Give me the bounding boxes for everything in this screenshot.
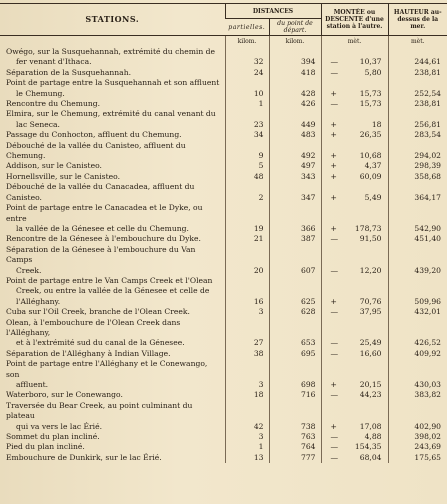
- station-name: [0, 432, 225, 442]
- distance-partielle: 3: [225, 307, 269, 317]
- distance-depart: 492: [269, 141, 321, 162]
- station-line: Owégo, sur la Susquehannah, extrémité du chemin de: [6, 47, 215, 56]
- stations-header: STATIONS.: [0, 4, 225, 36]
- station-line: Cuba sur l'Oil Creek, branche de l'Olean Creek.: [6, 307, 190, 317]
- sign: +: [330, 192, 337, 202]
- station-line: Waterboro, sur le Conewango.: [6, 390, 123, 400]
- montee-value: 26,35: [359, 130, 382, 140]
- hauteur-value: 283,54: [388, 130, 447, 140]
- distance-partielle: 24: [225, 68, 269, 78]
- distance-partielle: 3: [225, 359, 269, 390]
- distance-depart: 607: [269, 245, 321, 276]
- montee-value: 25,49: [359, 338, 382, 348]
- station-line: Hornellsville, sur le Canisteo.: [6, 171, 120, 181]
- table-row: [0, 161, 447, 171]
- station-name: [0, 276, 225, 307]
- montee-value: 10,68: [359, 151, 382, 161]
- hauteur-value: 398,02: [388, 432, 447, 442]
- table-row: [0, 78, 447, 99]
- hauteur-value: 430,03: [388, 359, 447, 390]
- station-name: [0, 390, 225, 400]
- table-row: [0, 109, 447, 130]
- distance-partielle: 3: [225, 432, 269, 442]
- distance-partielle: 19: [225, 203, 269, 234]
- montee-value: 15,73: [359, 99, 382, 109]
- distance-partielle: 13: [225, 453, 269, 463]
- station-name: [0, 245, 225, 276]
- table-row: [0, 141, 447, 162]
- distance-partielle: 5: [225, 161, 269, 171]
- station-line: Point de partage entre l'Alléghany et le Conewango, son: [6, 359, 208, 379]
- station-line: et à l'extrémité sud du canal de la Génesee.: [16, 338, 185, 348]
- hauteur-value: 542,90: [388, 203, 447, 234]
- station-name: [0, 349, 225, 359]
- station-name: [0, 442, 225, 452]
- hauteur-value: 358,68: [388, 172, 447, 182]
- sign: —: [330, 265, 339, 275]
- montee-descente: [321, 99, 388, 109]
- sign: +: [330, 223, 337, 233]
- hauteur-value: 432,01: [388, 307, 447, 317]
- station-line: Traversée du Bear Creek, au point culminant du plateau: [6, 400, 193, 421]
- hauteur-value: 294,02: [388, 141, 447, 162]
- distance-depart: 394: [269, 47, 321, 68]
- distance-depart: 628: [269, 307, 321, 317]
- hauteur-value: 256,81: [388, 109, 447, 130]
- distance-depart: 418: [269, 68, 321, 78]
- table-row: [0, 390, 447, 400]
- montee-value: 15,73: [359, 88, 382, 98]
- montee-descente: [321, 442, 388, 452]
- table-row: [0, 99, 447, 109]
- distance-partielle: 2: [225, 182, 269, 203]
- station-line: Embouchure de Dunkirk, sur le lac Érié.: [6, 452, 162, 462]
- table-row: [0, 432, 447, 442]
- station-line: Olean, à l'embouchure de l'Olean Creek dans l'Alléghany,: [6, 317, 181, 337]
- table-row: [0, 401, 447, 432]
- distance-partielle: 23: [225, 109, 269, 130]
- montee-value: 70,76: [359, 296, 382, 306]
- hauteur-value: 243,69: [388, 442, 447, 452]
- hauteur-value: 238,81: [388, 68, 447, 78]
- station-name: [0, 453, 225, 463]
- station-line: lac Seneca.: [16, 119, 60, 129]
- station-name: [0, 78, 225, 99]
- distance-depart: 777: [269, 453, 321, 463]
- table-header: [0, 4, 447, 36]
- montee-descente: [321, 68, 388, 78]
- station-line: Rencontre de la Génesee à l'embouchure du Dyke.: [6, 234, 201, 244]
- distance-partielle: 10: [225, 78, 269, 99]
- distance-depart: 716: [269, 390, 321, 400]
- montee-descente: [321, 203, 388, 234]
- hauteur-value: 238,81: [388, 99, 447, 109]
- montee-value: 12,20: [359, 265, 382, 275]
- sign: —: [330, 307, 339, 317]
- distance-partielle: 38: [225, 349, 269, 359]
- station-line: qui va vers le lac Érié.: [16, 421, 103, 431]
- station-line: Séparation de la Susquehannah.: [6, 67, 132, 77]
- station-name: [0, 318, 225, 349]
- montee-value: 16,60: [359, 348, 382, 358]
- montee-value: 91,50: [359, 234, 382, 244]
- montee-descente: [321, 401, 388, 432]
- station-line: le Chemung.: [16, 88, 65, 98]
- sign: +: [330, 88, 337, 98]
- units-stations: [0, 36, 225, 48]
- sign: +: [330, 119, 337, 129]
- station-line: Passage du Conhocton, affluent du Chemung.: [6, 130, 182, 140]
- station-name: [0, 109, 225, 130]
- distance-depart: 764: [269, 442, 321, 452]
- hauteur-value: 509,96: [388, 276, 447, 307]
- sign: —: [330, 432, 339, 442]
- stations-table: [0, 3, 447, 463]
- station-name: [0, 172, 225, 182]
- montee-descente: [321, 109, 388, 130]
- unit-partielles: kilom.: [225, 36, 269, 48]
- station-name: [0, 99, 225, 109]
- sign: —: [330, 442, 339, 452]
- distance-depart: 343: [269, 172, 321, 182]
- station-line: Creek, ou entre la vallée de la Génesee et celle de: [16, 286, 210, 296]
- station-line: Débouché de la vallée du Canisteo, affluent du Chemung.: [6, 140, 186, 161]
- montee-descente: [321, 453, 388, 463]
- table-row: [0, 453, 447, 463]
- distance-partielle: 42: [225, 401, 269, 432]
- partielles-header: partielles.: [225, 19, 269, 36]
- table-row: [0, 245, 447, 276]
- montee-descente: [321, 47, 388, 68]
- table-body: [0, 36, 447, 464]
- table-row: [0, 68, 447, 78]
- station-name: [0, 182, 225, 203]
- sign: —: [330, 390, 339, 400]
- montee-value: 68,04: [359, 452, 382, 462]
- sign: —: [330, 452, 339, 462]
- station-line: Point de partage entre la Susquehannah et son affluent: [6, 78, 220, 88]
- distance-partielle: 20: [225, 245, 269, 276]
- station-name: [0, 130, 225, 140]
- montee-value: 18: [371, 119, 382, 129]
- station-line: Creek.: [16, 265, 42, 275]
- montee-descente: [321, 432, 388, 442]
- sign: —: [330, 67, 339, 77]
- montee-descente: [321, 359, 388, 390]
- table-row: [0, 182, 447, 203]
- station-line: Rencontre du Chemung.: [6, 99, 101, 109]
- station-name: [0, 68, 225, 78]
- sign: +: [330, 421, 337, 431]
- distance-partielle: 21: [225, 234, 269, 244]
- montee-value: 154,35: [354, 442, 382, 452]
- hauteur-value: 451,40: [388, 234, 447, 244]
- montee-descente: [321, 307, 388, 317]
- distance-partielle: 18: [225, 390, 269, 400]
- hauteur-value: 298,39: [388, 161, 447, 171]
- distance-depart: 387: [269, 234, 321, 244]
- distance-depart: 483: [269, 130, 321, 140]
- table-row: [0, 234, 447, 244]
- station-line: Point de partage entre le Canacadea et le Dyke, ou entre: [6, 203, 203, 223]
- station-name: [0, 234, 225, 244]
- sign: +: [330, 130, 337, 140]
- distance-partielle: 48: [225, 172, 269, 182]
- unit-hauteur: mèt.: [388, 36, 447, 48]
- distance-partielle: 32: [225, 47, 269, 68]
- station-line: Séparation de la Génesee à l'embouchure du Van Camps: [6, 244, 196, 265]
- distance-depart: 763: [269, 432, 321, 442]
- hauteur-value: 364,17: [388, 182, 447, 203]
- distance-depart: 426: [269, 99, 321, 109]
- distance-depart: 366: [269, 203, 321, 234]
- montee-value: 4,88: [364, 432, 382, 442]
- station-name: [0, 203, 225, 234]
- montee-descente: [321, 182, 388, 203]
- hauteur-value: 244,61: [388, 47, 447, 68]
- sign: +: [330, 296, 337, 306]
- distance-partielle: 1: [225, 442, 269, 452]
- station-name: [0, 401, 225, 432]
- distance-depart: 738: [269, 401, 321, 432]
- table-row: [0, 359, 447, 390]
- montee-descente: [321, 172, 388, 182]
- sign: —: [330, 234, 339, 244]
- table-row: [0, 276, 447, 307]
- sign: +: [330, 171, 337, 181]
- montee-descente: [321, 161, 388, 171]
- distance-depart: 695: [269, 349, 321, 359]
- distance-depart: 653: [269, 318, 321, 349]
- sign: —: [330, 338, 339, 348]
- distance-depart: 347: [269, 182, 321, 203]
- distance-partielle: 1: [225, 99, 269, 109]
- hauteur-value: 426,52: [388, 318, 447, 349]
- montee-value: 10,37: [359, 57, 382, 67]
- hauteur-value: 409,92: [388, 349, 447, 359]
- table-row: [0, 172, 447, 182]
- montee-value: 4,37: [364, 161, 382, 171]
- station-name: [0, 47, 225, 68]
- montee-descente: [321, 245, 388, 276]
- table-row: [0, 442, 447, 452]
- distance-depart: 449: [269, 109, 321, 130]
- hauteur-header: HAUTEUR au-dessus de la mer.: [388, 4, 447, 36]
- station-line: fer venant d'Ithaca.: [16, 57, 92, 67]
- distance-depart: 698: [269, 359, 321, 390]
- station-line: Elmira, sur le Chemung, extrémité du canal venant du: [6, 109, 216, 119]
- table-row: [0, 203, 447, 234]
- distance-partielle: 34: [225, 130, 269, 140]
- table-row: [0, 318, 447, 349]
- montee-descente: [321, 234, 388, 244]
- unit-depart: kilom.: [269, 36, 321, 48]
- station-line: Addison, sur le Canisteo.: [6, 161, 102, 171]
- montee-value: 37,95: [359, 307, 382, 317]
- montee-descente: [321, 318, 388, 349]
- station-name: [0, 307, 225, 317]
- montee-descente: [321, 141, 388, 162]
- table-row: [0, 307, 447, 317]
- montee-header: MONTÉE ou DESCENTE d'une station à l'autre.: [321, 4, 388, 36]
- distance-partielle: 16: [225, 276, 269, 307]
- station-line: la vallée de la Génesee et celle du Chemung.: [16, 223, 189, 233]
- table-row: [0, 47, 447, 68]
- hauteur-value: 252,54: [388, 78, 447, 99]
- depart-header: du point de départ.: [269, 19, 321, 36]
- station-line: Pied du plan incliné.: [6, 442, 85, 452]
- sign: —: [330, 99, 339, 109]
- montee-descente: [321, 78, 388, 99]
- sign: +: [330, 151, 337, 161]
- units-row: [0, 36, 447, 48]
- station-line: Point de partage entre le Van Camps Creek et l'Olean: [6, 275, 213, 285]
- montee-value: 5,80: [364, 67, 382, 77]
- montee-value: 44,23: [359, 390, 382, 400]
- montee-value: 20,15: [359, 380, 382, 389]
- montee-descente: [321, 130, 388, 140]
- table-row: [0, 349, 447, 359]
- sign: —: [330, 57, 339, 67]
- station-name: [0, 141, 225, 162]
- montee-value: 178,73: [354, 223, 382, 233]
- distance-depart: 497: [269, 161, 321, 171]
- hauteur-value: 383,82: [388, 390, 447, 400]
- montee-descente: [321, 390, 388, 400]
- montee-descente: [321, 276, 388, 307]
- distance-depart: 428: [269, 78, 321, 99]
- sign: +: [330, 380, 337, 389]
- unit-montee: mèt.: [321, 36, 388, 48]
- station-line: Sommet du plan incliné.: [6, 432, 100, 442]
- sign: —: [330, 348, 339, 358]
- distance-partielle: 9: [225, 141, 269, 162]
- hauteur-value: 175,65: [388, 453, 447, 463]
- station-line: Débouché de la vallée du Canacadea, affluent du Canisteo.: [6, 182, 195, 202]
- montee-value: 17,08: [359, 421, 382, 431]
- sign: +: [330, 161, 337, 171]
- hauteur-value: 439,20: [388, 245, 447, 276]
- table-row: [0, 130, 447, 140]
- station-line: l'Alléghany.: [16, 296, 61, 306]
- station-line: Séparation de l'Alléghany à Indian Village.: [6, 348, 171, 358]
- montee-descente: [321, 349, 388, 359]
- station-name: [0, 161, 225, 171]
- montee-value: 60,09: [359, 171, 382, 181]
- hauteur-value: 402,90: [388, 401, 447, 432]
- distances-header: DISTANCES: [225, 4, 321, 19]
- station-line: affluent.: [16, 380, 49, 389]
- montee-value: 5,49: [364, 192, 382, 202]
- station-name: [0, 359, 225, 390]
- distance-depart: 625: [269, 276, 321, 307]
- distance-partielle: 27: [225, 318, 269, 349]
